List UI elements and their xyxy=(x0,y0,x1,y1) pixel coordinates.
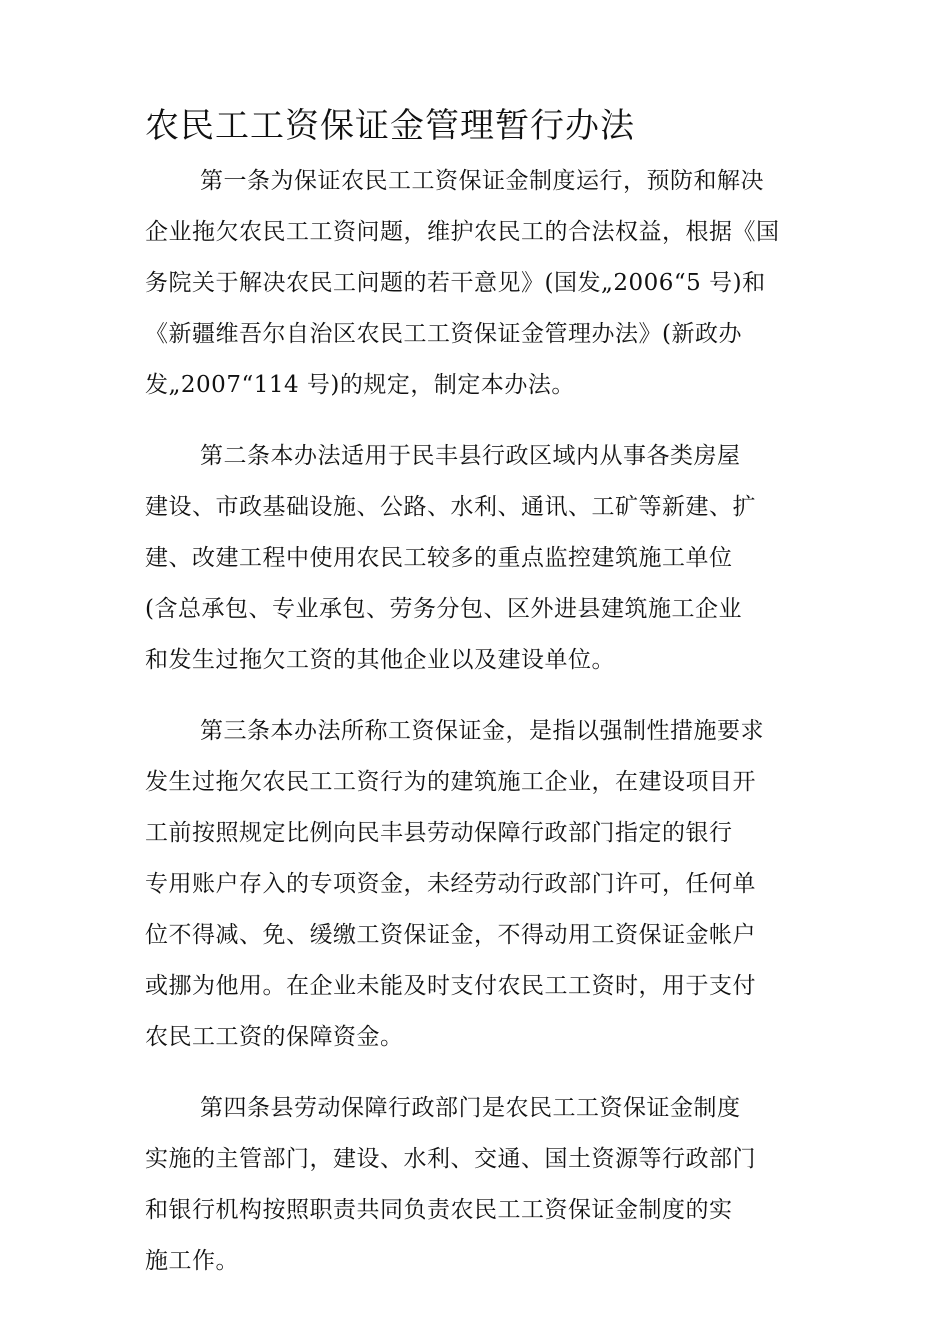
paragraph-spacer xyxy=(145,1063,845,1083)
text-line: 和发生过拖欠工资的其他企业以及建设单位。 xyxy=(145,647,615,673)
text-line: 务院关于解决农民工问题的若干意见》(国发„2006“5 号)和 xyxy=(145,270,766,296)
article-2 xyxy=(145,431,845,686)
article-3 xyxy=(145,706,845,1063)
text-line: 第三条本办法所称工资保证金，是指以强制性措施要求 xyxy=(200,718,764,744)
text-line: 建设、市政基础设施、公路、水利、通讯、工矿等新建、扩 xyxy=(145,494,756,520)
text-line: 发„2007“114 号)的规定，制定本办法。 xyxy=(145,372,575,398)
paragraph-spacer xyxy=(145,686,845,706)
text-line: 《新疆维吾尔自治区农民工工资保证金管理办法》(新政办 xyxy=(145,321,742,347)
paragraph-spacer xyxy=(145,411,845,431)
text-line: 第一条为保证农民工工资保证金制度运行，预防和解决 xyxy=(200,168,764,194)
document-body xyxy=(145,156,845,1287)
text-line: 建、改建工程中使用农民工较多的重点监控建筑施工单位 xyxy=(145,545,733,571)
article-4 xyxy=(145,1083,845,1287)
text-line: 施工作。 xyxy=(145,1248,239,1274)
text-line: 第四条县劳动保障行政部门是农民工工资保证金制度 xyxy=(200,1095,741,1121)
text-line: (含总承包、专业承包、劳务分包、区外进县建筑施工企业 xyxy=(145,596,742,622)
text-line: 实施的主管部门，建设、水利、交通、国土资源等行政部门 xyxy=(145,1146,756,1172)
text-line: 位不得减、免、缓缴工资保证金，不得动用工资保证金帐户 xyxy=(145,922,756,948)
text-line: 第二条本办法适用于民丰县行政区域内从事各类房屋 xyxy=(200,443,741,469)
text-line: 专用账户存入的专项资金，未经劳动行政部门许可，任何单 xyxy=(145,871,756,897)
text-line: 农民工工资的保障资金。 xyxy=(145,1024,404,1050)
text-line: 发生过拖欠农民工工资行为的建筑施工企业，在建设项目开 xyxy=(145,769,756,795)
article-1 xyxy=(145,156,845,411)
document-title: 农民工工资保证金管理暂行办法 xyxy=(145,106,635,146)
text-line: 或挪为他用。在企业未能及时支付农民工工资时，用于支付 xyxy=(145,973,756,999)
text-line: 和银行机构按照职责共同负责农民工工资保证金制度的实 xyxy=(145,1197,733,1223)
text-line: 工前按照规定比例向民丰县劳动保障行政部门指定的银行 xyxy=(145,820,733,846)
text-line: 企业拖欠农民工工资问题，维护农民工的合法权益，根据《国 xyxy=(145,219,780,245)
